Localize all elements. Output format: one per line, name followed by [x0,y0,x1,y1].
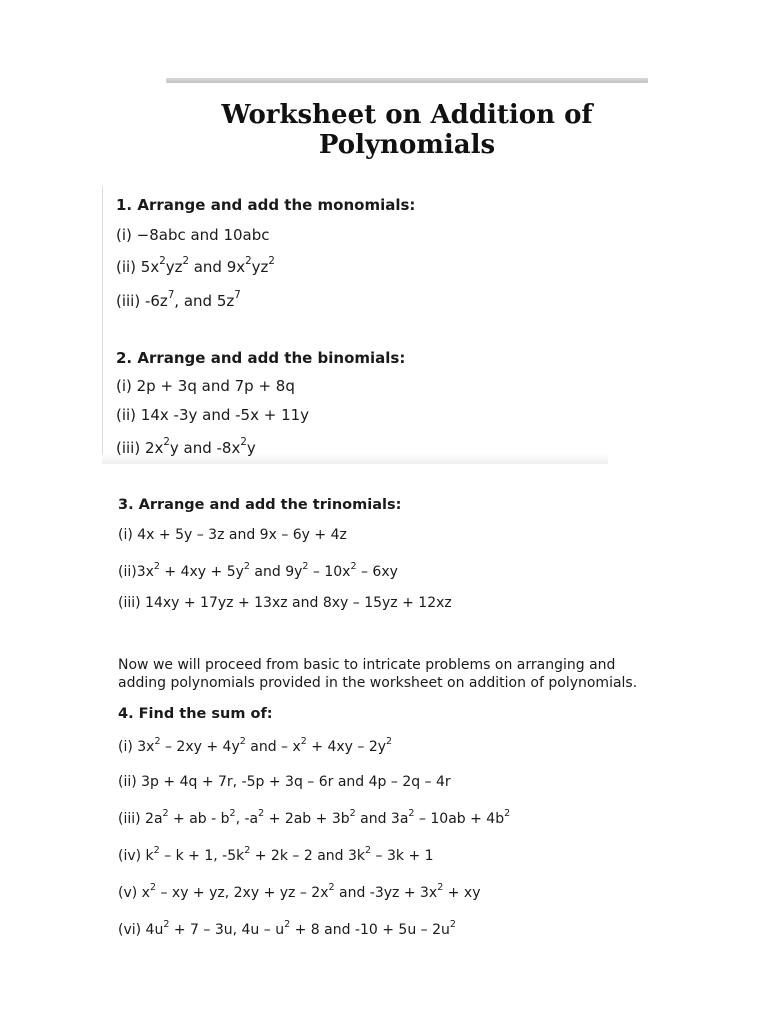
title-line-2: Polynomials [318,130,496,160]
intro-line-1: Now we will proceed from basic to intricate problems on arranging and [118,657,616,673]
section-4-item-iv: (iv) $k^2 - k + 1$, $-5k^2 + 2k - 2$ and $3k^2 - 3k + 1$ [118,844,434,864]
page-title [166,100,648,160]
section-3-item-iii: (iii) 14xy + 17yz + 13xz and 8xy – 15yz + 12xz [118,595,452,611]
section-4-item-i: (i) $3x^2 - 2xy + 4y^2$ and – $x^2 + 4xy - 2y^2$ [118,735,393,755]
section-4-item-vi: (vi) $4u^2 + 7 - 3u$, $4u - u^2 + 8$ and $-10 + 5u - 2u^2$ [118,918,456,938]
section-4-heading: 4. Find the sum of: [118,706,273,722]
section-2-item-iii: (iii) $2x^2y$ and $-8x^2y$ [116,437,256,457]
section-4-item-iii: (iii) $2a^2$ + ab - $b^2$, $-a^2 + 2ab + 3b^2$ and $3a^2 - 10ab + 4b^2$ [118,807,511,827]
section-2-item-ii: (ii) 14x -3y and -5x + 11y [116,406,310,424]
top-divider [166,78,648,83]
section-3-item-ii: $(ii)3x^2 + 4xy + 5y^2$ and $9y^2 - 10x^2 - 6xy$ [118,560,398,580]
section-1-item-ii: (ii) $5x^2yz^2$ and $9x^2yz^2$ [116,256,275,276]
section-2-item-i: (i) 2p + 3q and 7p + 8q [116,377,295,395]
title-line-1: Worksheet on Addition of [221,100,593,130]
section-3-item-i: (i) 4x + 5y – 3z and 9x – 6y + 4z [118,527,347,543]
intro-line-2: adding polynomials provided in the worksheet on addition of polynomials. [118,675,638,691]
section-1-heading: 1. Arrange and add the monomials: [116,196,416,214]
section-1-item-iii: (iii) $-6z^7$, and $5z^7$ [116,290,241,310]
section-4-item-ii: (ii) 3p + 4q + 7r, -5p + 3q – 6r and 4p – 2q – 4r [118,774,451,790]
section-2-heading: 2. Arrange and add the binomials: [116,349,406,367]
section-1-item-i: (i) −8abc and 10abc [116,226,270,244]
section-4-item-v: (v) $x^2$ – xy + yz, 2xy + yz – $2x^2$ and $-3yz + 3x^2$ + xy [118,881,481,901]
section-3-heading: 3. Arrange and add the trinomials: [118,497,402,513]
